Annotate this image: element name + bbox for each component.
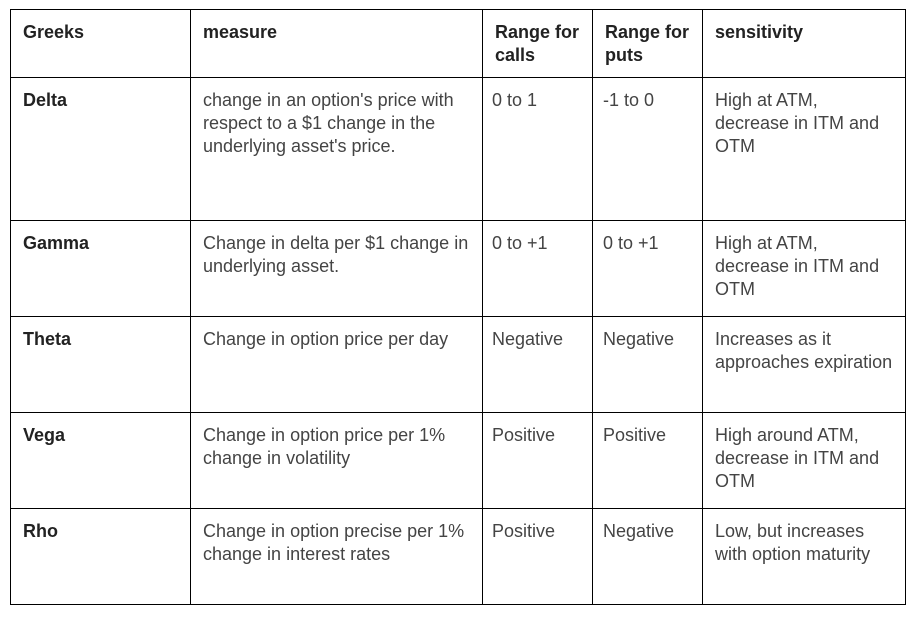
measure-cell: Change in option price per day <box>191 317 483 413</box>
greek-name-cell: Rho <box>11 509 191 605</box>
sensitivity-cell: Low, but increases with option maturity <box>703 509 906 605</box>
table-row <box>11 413 906 509</box>
calls-range-cell: Negative <box>483 317 593 413</box>
measure-cell: Change in delta per $1 change in underlying asset. <box>191 221 483 317</box>
sensitivity-cell: High at ATM, decrease in ITM and OTM <box>703 78 906 221</box>
calls-range-cell: Positive <box>483 509 593 605</box>
puts-range-cell: Negative <box>593 317 703 413</box>
table-row <box>11 509 906 605</box>
puts-range-cell: -1 to 0 <box>593 78 703 221</box>
table-row <box>11 317 906 413</box>
greeks-table <box>10 9 906 605</box>
calls-range-cell: 0 to 1 <box>483 78 593 221</box>
sensitivity-cell: High around ATM, decrease in ITM and OTM <box>703 413 906 509</box>
greek-name-cell: Gamma <box>11 221 191 317</box>
table-row <box>11 221 906 317</box>
header-greeks: Greeks <box>11 10 191 78</box>
header-measure: measure <box>191 10 483 78</box>
calls-range-cell: 0 to +1 <box>483 221 593 317</box>
sensitivity-cell: Increases as it approaches expiration <box>703 317 906 413</box>
measure-cell: Change in option price per 1% change in volatility <box>191 413 483 509</box>
header-sensitivity: sensitivity <box>703 10 906 78</box>
header-range-calls: Range for calls <box>483 10 593 78</box>
header-range-puts: Range for puts <box>593 10 703 78</box>
table-row <box>11 78 906 221</box>
measure-cell: change in an option's price with respect to a $1 change in the underlying asset's price. <box>191 78 483 221</box>
table-header-row <box>11 10 906 78</box>
puts-range-cell: Negative <box>593 509 703 605</box>
puts-range-cell: 0 to +1 <box>593 221 703 317</box>
sensitivity-cell: High at ATM, decrease in ITM and OTM <box>703 221 906 317</box>
greek-name-cell: Theta <box>11 317 191 413</box>
calls-range-cell: Positive <box>483 413 593 509</box>
puts-range-cell: Positive <box>593 413 703 509</box>
measure-cell: Change in option precise per 1% change in interest rates <box>191 509 483 605</box>
greek-name-cell: Delta <box>11 78 191 221</box>
greek-name-cell: Vega <box>11 413 191 509</box>
